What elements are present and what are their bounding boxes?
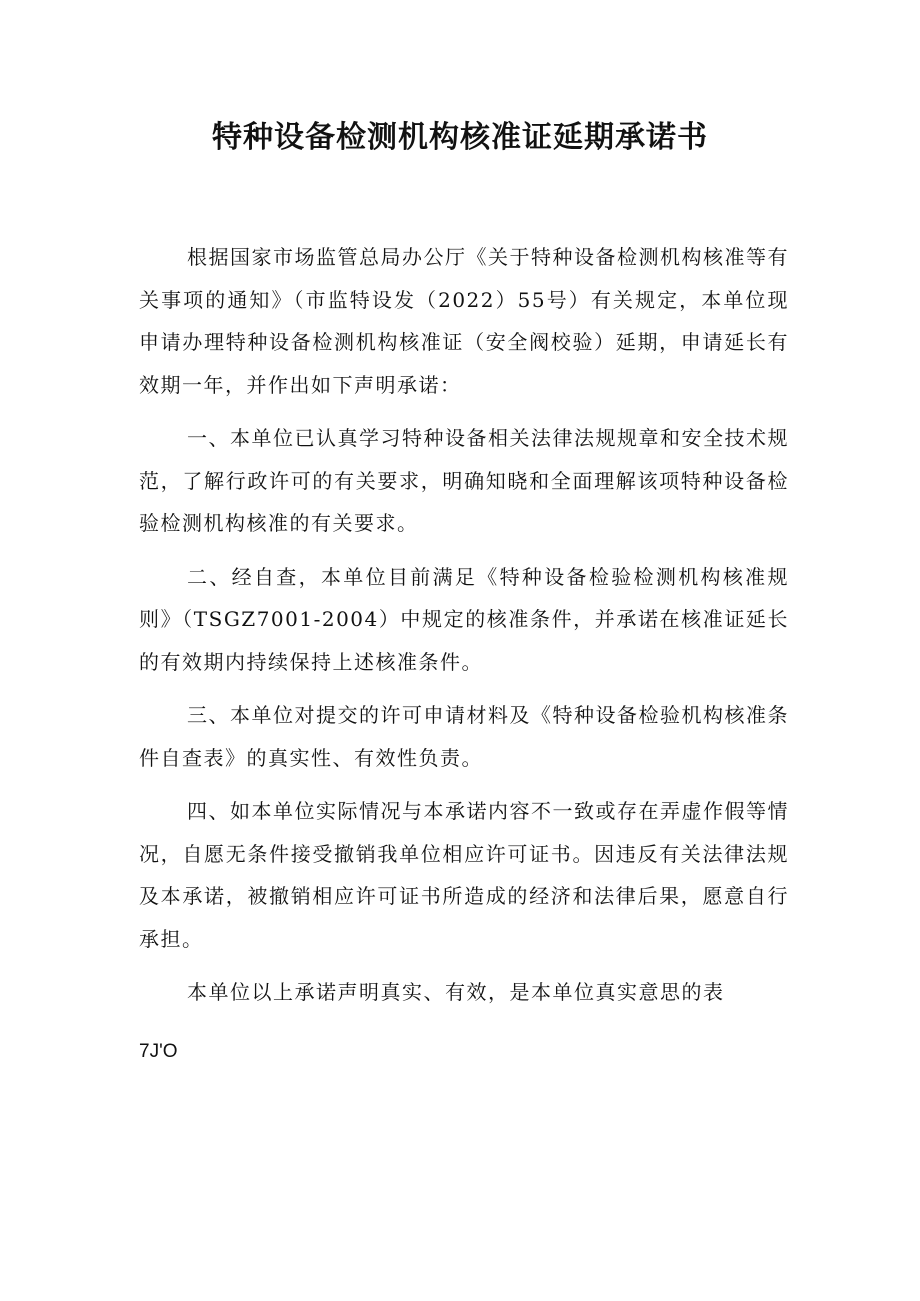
paragraph-item-4: 四、如本单位实际情况与本承诺内容不一致或存在弄虚作假等情况，自愿无条件接受撤销我单位相应许可证书。因违反有关法律法规及本承诺，被撤销相应许可证书所造成的经济和法律后果，愿意自行承担。: [139, 799, 789, 951]
paragraph-item-1: 一、本单位已认真学习特种设备相关法律法规规章和安全技术规范，了解行政许可的有关要求，明确知晓和全面理解该项特种设备检验检测机构核准的有关要求。: [139, 426, 789, 535]
document-title: 特种设备检测机构核准证延期承诺书: [212, 120, 708, 155]
paragraph-item-2: 二、经自查，本单位目前满足《特种设备检验检测机构核准规则》（TSGZ7001-2004）中规定的核准条件，并承诺在核准证延长的有效期内持续保持上述核准条件。: [139, 564, 789, 674]
paragraph-closing: 本单位以上承诺声明真实、有效，是本单位真实意思的表: [187, 980, 725, 1004]
paragraph-item-3: 三、本单位对提交的许可申请材料及《特种设备检验机构核准条件自查表》的真实性、有效性负责。: [139, 703, 789, 770]
document-body: [139, 236, 789, 1025]
garbled-tail-text: 7J'O: [139, 1041, 178, 1062]
paragraph-intro: 根据国家市场监管总局办公厅《关于特种设备检测机构核准等有关事项的通知》（市监特设发（2022）55号）有关规定，本单位现申请办理特种设备检测机构核准证（安全阀校验）延期，申请延长有效期一年，并作出如下声明承诺：: [139, 245, 789, 397]
